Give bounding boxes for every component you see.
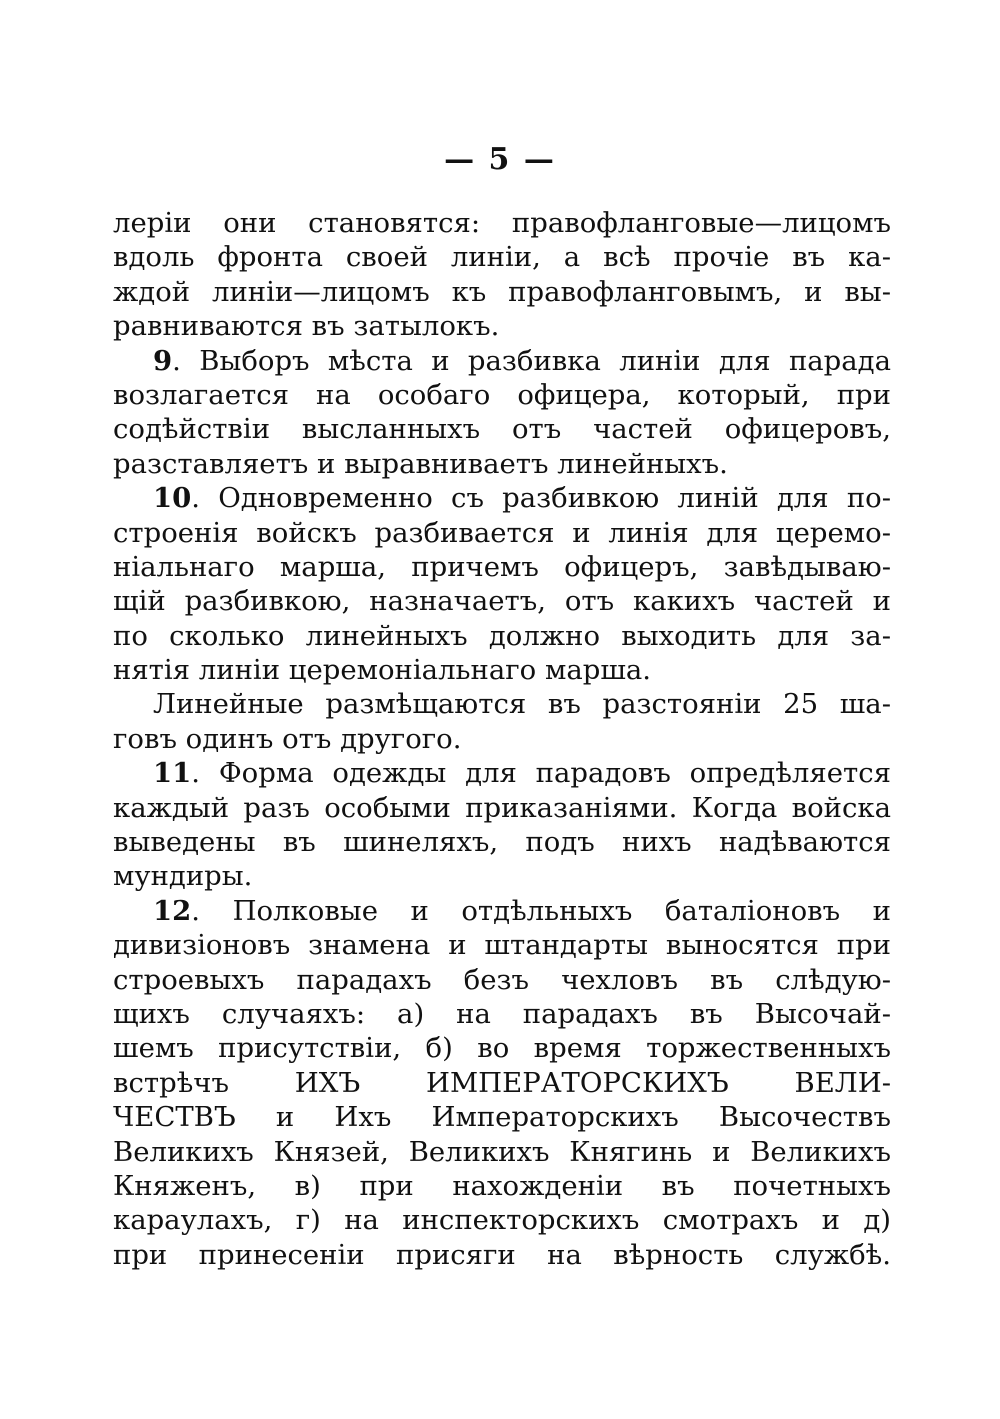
line-text: леріи они становятся: правофланговые—лицомъ	[113, 207, 891, 239]
line-text: содѣйствіи высланныхъ отъ частей офицеровъ,	[113, 413, 891, 446]
line-text: нятія линіи церемоніальнаго марша.	[113, 654, 652, 687]
line-text: . Одновременно съ разбивкою линій для по-	[191, 482, 891, 515]
line-text: строенія войскъ разбивается и линія для церемо-	[113, 516, 891, 549]
text-line	[113, 687, 891, 721]
line-text: говъ одинъ отъ другого.	[113, 722, 462, 755]
text-line	[113, 447, 891, 481]
text-line	[113, 928, 891, 962]
text-line	[113, 722, 891, 756]
text-line	[113, 791, 891, 825]
line-text: по сколько линейныхъ должно выходить для за-	[113, 619, 891, 652]
text-line	[113, 653, 891, 687]
text-line	[113, 1238, 891, 1272]
text-line	[113, 481, 891, 515]
line-text: ждой линіи—лицомъ къ правофланговымъ, и вы-	[113, 275, 891, 308]
text-line	[113, 859, 891, 893]
line-text: . Выборъ мѣста и разбивка линіи для парада	[172, 344, 891, 377]
line-text: выведены въ шинеляхъ, подъ нихъ надѣваются	[113, 826, 891, 859]
text-line	[113, 1135, 891, 1169]
text-line	[113, 997, 891, 1031]
line-text: щій разбивкою, назначаетъ, отъ какихъ частей и	[113, 585, 891, 618]
text-line	[113, 240, 891, 274]
text-line	[113, 550, 891, 584]
section-number: 11	[153, 757, 192, 790]
text-line	[113, 584, 891, 618]
body-text	[113, 206, 891, 1272]
text-line	[113, 309, 891, 343]
line-text: ЧЕСТВЪ и Ихъ Императорскихъ Высочествъ	[113, 1101, 891, 1134]
line-text: при принесеніи присяги на вѣрность службѣ.	[113, 1238, 891, 1271]
line-text: караулахъ, г) на инспекторскихъ смотрахъ и д)	[113, 1204, 891, 1237]
text-line	[113, 756, 891, 790]
line-text: . Полковые и отдѣльныхъ баталіоновъ и	[191, 894, 891, 927]
text-line	[113, 963, 891, 997]
line-text: шемъ присутствіи, б) во время торжественныхъ	[113, 1032, 891, 1065]
text-line	[113, 1031, 891, 1065]
line-text: равниваются въ затылокъ.	[113, 310, 500, 343]
line-text: вдоль фронта своей линіи, а всѣ прочіе въ ка-	[113, 241, 891, 274]
text-line	[113, 206, 891, 240]
text-line	[113, 1169, 891, 1203]
text-line	[113, 894, 891, 928]
line-text: каждый разъ особыми приказаніями. Когда войска	[113, 791, 891, 824]
line-text: Линейные размѣщаются въ разстояніи 25 ша-	[153, 688, 891, 721]
text-line	[113, 1066, 891, 1100]
text-line	[113, 1100, 891, 1134]
line-text: строевыхъ парадахъ безъ чехловъ въ слѣдую-	[113, 963, 891, 996]
line-text: дивизіоновъ знамена и штандарты выносятся при	[113, 929, 891, 962]
line-text: разставляетъ и выравниваетъ линейныхъ.	[113, 447, 728, 480]
text-line	[113, 516, 891, 550]
text-line	[113, 825, 891, 859]
line-text: встрѣчъ ИХЪ ИМПЕРАТОРСКИХЪ ВЕЛИ-	[113, 1066, 891, 1099]
text-line	[113, 378, 891, 412]
page-number: — 5 —	[444, 142, 556, 177]
line-text: щихъ случаяхъ: а) на парадахъ въ Высочай-	[113, 997, 891, 1030]
text-line	[113, 412, 891, 446]
text-line	[113, 619, 891, 653]
section-number: 9	[153, 344, 173, 377]
line-text: . Форма одежды для парадовъ опредѣляется	[191, 757, 891, 790]
section-number: 12	[153, 894, 192, 927]
section-number: 10	[153, 482, 192, 515]
line-text: ніальнаго марша, причемъ офицеръ, завѣдываю-	[113, 550, 891, 583]
line-text: Великихъ Князей, Великихъ Княгинь и Великихъ	[113, 1135, 891, 1168]
text-line	[113, 344, 891, 378]
line-text: Княженъ, в) при нахожденіи въ почетныхъ	[113, 1169, 891, 1202]
text-line	[113, 275, 891, 309]
text-line	[113, 1203, 891, 1237]
line-text: мундиры.	[113, 860, 253, 893]
line-text: возлагается на особаго офицера, который, при	[113, 378, 891, 411]
